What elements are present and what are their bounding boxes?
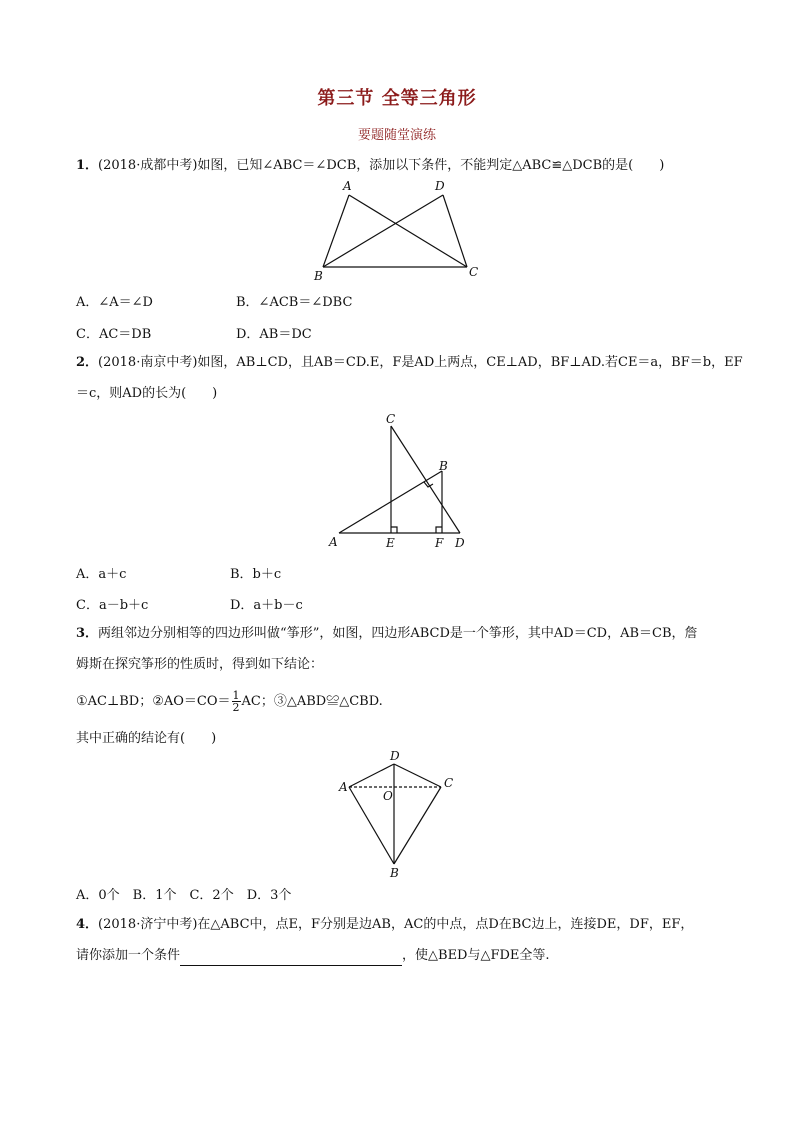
question-3-stem-line-2: 姆斯在探究筝形的性质时，得到如下结论： bbox=[76, 657, 324, 672]
question-4-text-2b: ，使△BED与△FDE全等. bbox=[402, 948, 550, 963]
q1-segment-db bbox=[323, 195, 443, 267]
q2-label-e: E bbox=[386, 536, 395, 550]
q1-segment-dc bbox=[443, 195, 467, 267]
question-3-text-1: 两组邻边分别相等的四边形叫做“筝形”，如图，四边形ABCD是一个筝形，其中AD＝CD，AB＝CB，詹 bbox=[98, 626, 698, 641]
q1-segment-ab bbox=[323, 195, 349, 267]
q3-label-c: C bbox=[444, 776, 454, 790]
question-2-text-1: (2018·南京中考)如图，AB⊥CD，且AB＝CD.E，F是AD上两点，CE⊥AD，BF⊥AD.若CE＝a，BF＝b，EF bbox=[98, 355, 743, 370]
question-4-stem-line-2 bbox=[76, 946, 726, 966]
question-4-number: 4． bbox=[76, 917, 99, 932]
question-1-figure bbox=[300, 176, 500, 286]
one-half-fraction bbox=[232, 690, 241, 713]
q3-segment-ad bbox=[349, 764, 394, 787]
question-1-stem bbox=[76, 156, 726, 176]
q2-label-f: F bbox=[435, 536, 444, 550]
question-1-option-b: B．∠ACB＝∠DBC bbox=[236, 295, 353, 310]
q1-label-c: C bbox=[469, 265, 479, 279]
q3-segment-dc bbox=[394, 764, 441, 787]
q1-segment-ac bbox=[349, 195, 467, 267]
question-4-stem-line-1 bbox=[76, 915, 726, 935]
q2-label-b: B bbox=[439, 459, 448, 473]
question-3-conclusions bbox=[76, 690, 726, 713]
q1-label-a: A bbox=[343, 179, 352, 193]
question-1-number: 1． bbox=[76, 158, 99, 173]
question-2-option-d: D．a＋b－c bbox=[230, 598, 303, 613]
answer-blank[interactable] bbox=[180, 951, 402, 966]
q1-label-b: B bbox=[314, 269, 323, 283]
question-3-stem-line-4: 其中正确的结论有( ) bbox=[76, 731, 217, 746]
question-3-conclusion-text-a: ①AC⊥BD；②AO＝CO＝ bbox=[76, 694, 231, 709]
q3-label-o: O bbox=[383, 789, 393, 803]
fraction-denominator: 2 bbox=[232, 701, 240, 714]
question-3-stem-line-1 bbox=[76, 624, 726, 644]
question-2-option-c: C．a－b＋c bbox=[76, 598, 149, 613]
q2-right-angle-e bbox=[391, 527, 397, 533]
q2-label-a: A bbox=[329, 535, 338, 549]
q3-label-a: A bbox=[339, 780, 348, 794]
question-4-text-2a: 请你添加一个条件 bbox=[76, 948, 181, 963]
section-subtitle: 要题随堂演练 bbox=[357, 128, 436, 143]
question-2-figure bbox=[320, 408, 480, 553]
q3-label-d: D bbox=[390, 749, 400, 763]
q3-segment-cb bbox=[394, 787, 441, 864]
q2-label-d: D bbox=[455, 536, 465, 550]
q3-label-b: B bbox=[390, 866, 399, 880]
q2-segment-cd bbox=[391, 426, 460, 533]
question-1-text: (2018·成都中考)如图，已知∠ABC＝∠DCB，添加以下条件，不能判定△ABC≌△DCB的是( ) bbox=[98, 158, 665, 173]
question-3-options: A．0个 B．1个 C．2个 D．3个 bbox=[76, 888, 292, 903]
question-2-stem-line-2: ＝c，则AD的长为( ) bbox=[76, 386, 218, 401]
question-2-number: 2． bbox=[76, 355, 99, 370]
fraction-numerator: 1 bbox=[232, 689, 240, 702]
question-1-option-a: A．∠A＝∠D bbox=[76, 295, 153, 310]
question-2-option-b: B．b＋c bbox=[230, 567, 282, 582]
q2-right-angle-f bbox=[436, 527, 442, 533]
q1-label-d: D bbox=[435, 179, 445, 193]
question-1-option-d: D．AB＝DC bbox=[236, 327, 312, 342]
question-1-option-c: C．AC＝DB bbox=[76, 327, 152, 342]
question-3-number: 3． bbox=[76, 626, 99, 641]
question-2-stem-line-1 bbox=[76, 353, 743, 373]
question-2-option-a: A．a＋c bbox=[76, 567, 127, 582]
question-3-figure bbox=[330, 746, 460, 881]
section-title: 第三节 全等三角形 bbox=[317, 88, 477, 109]
question-3-conclusion-text-b: AC；③△ABD≌△CBD. bbox=[241, 694, 383, 709]
q2-label-c: C bbox=[386, 412, 396, 426]
question-4-text-1: (2018·济宁中考)在△ABC中，点E，F分别是边AB，AC的中点，点D在BC边上，连接DE，DF，EF， bbox=[98, 917, 694, 932]
